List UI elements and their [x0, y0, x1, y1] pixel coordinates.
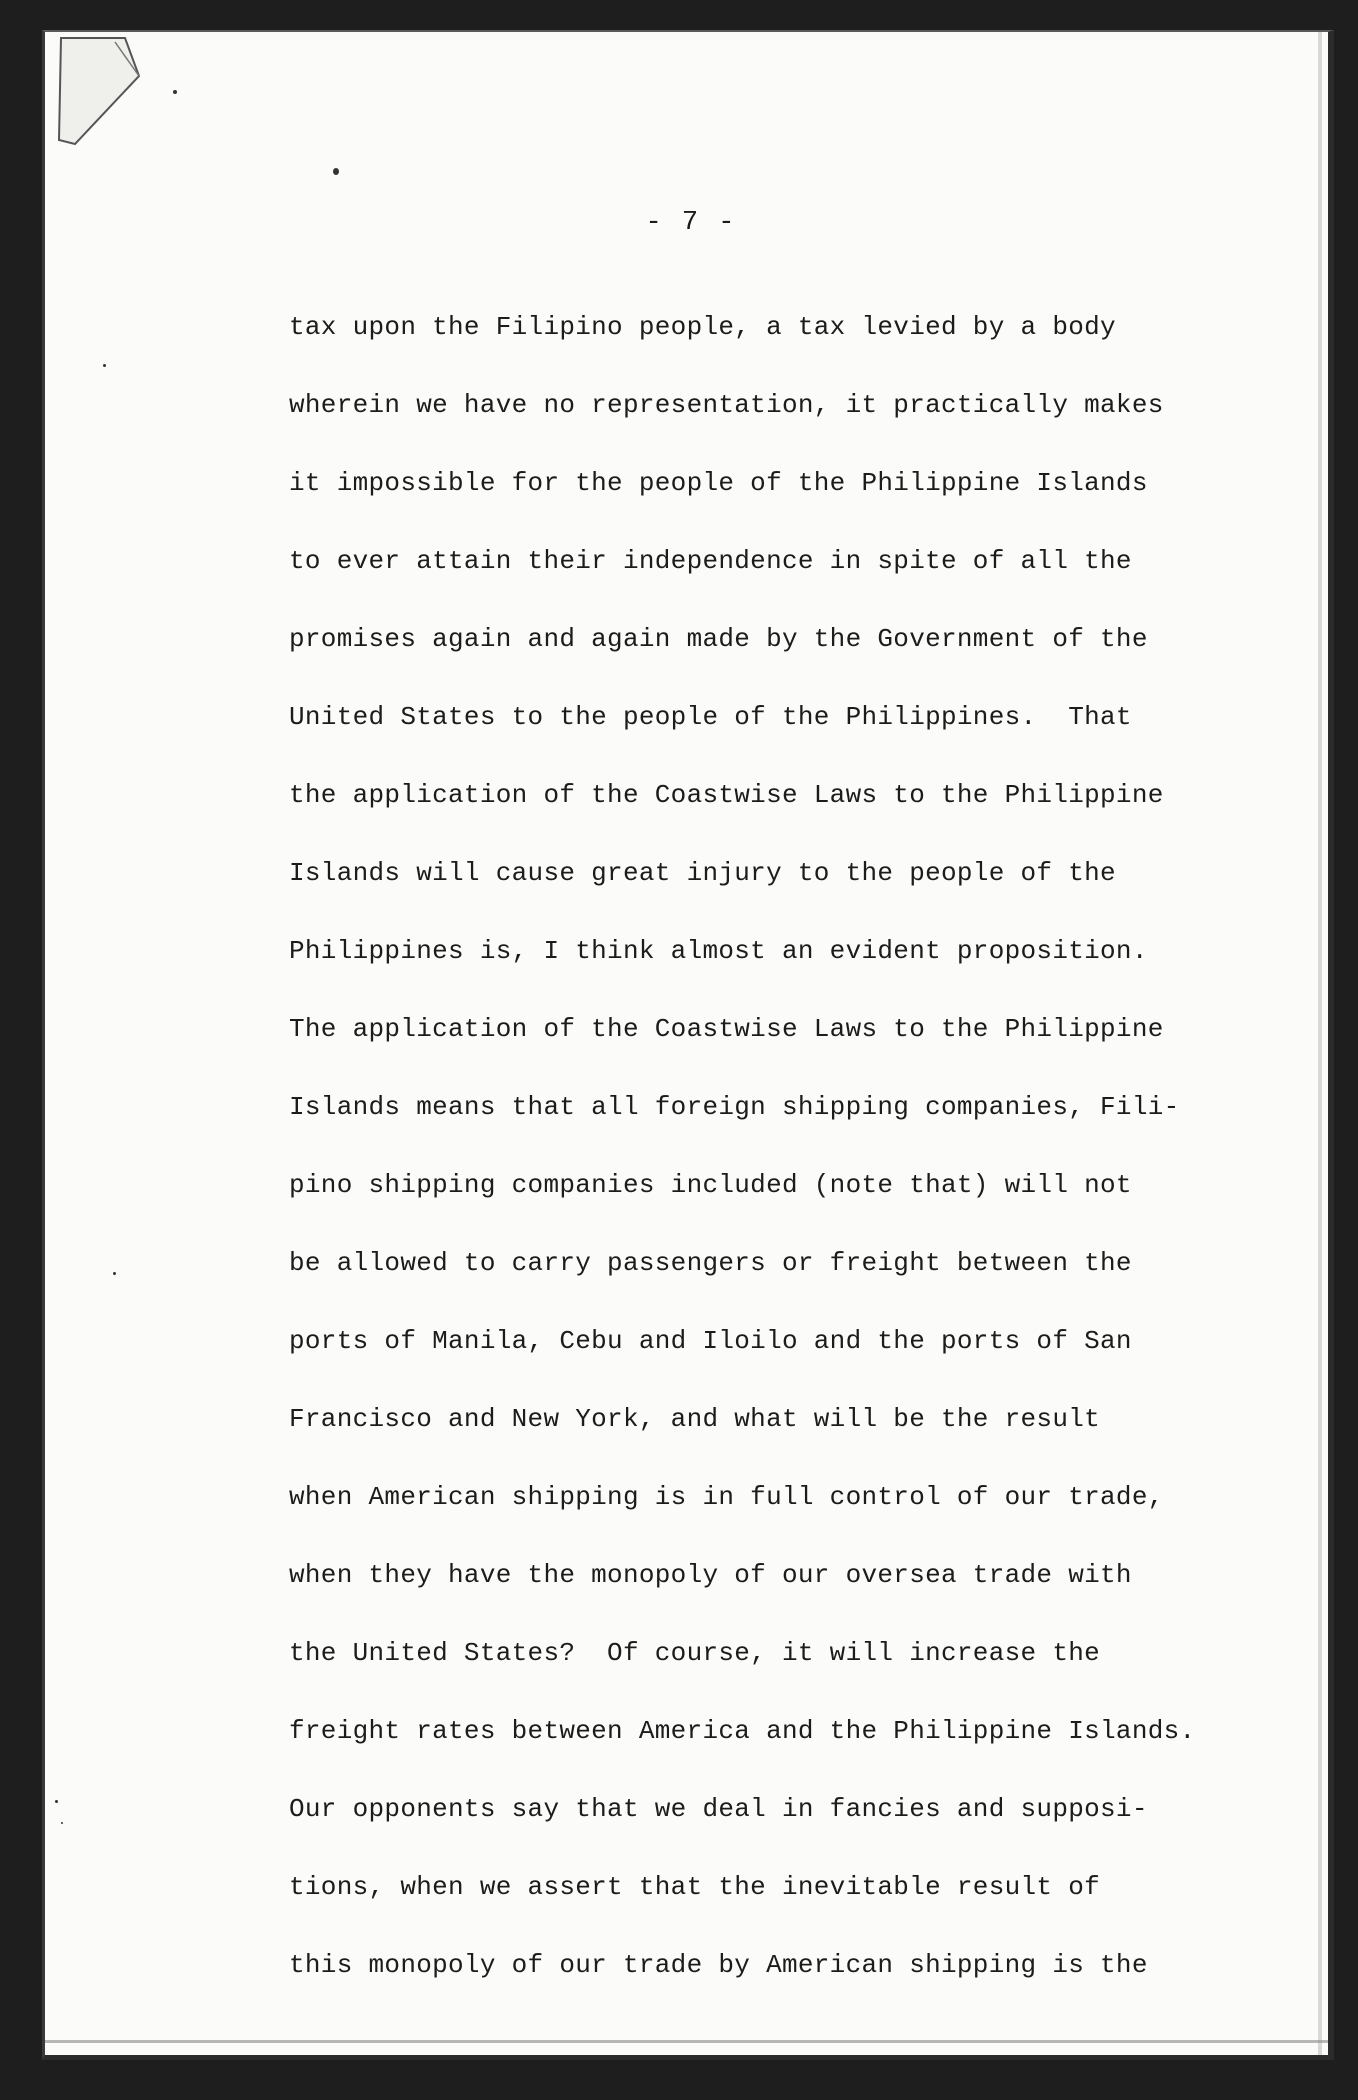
ink-speck — [103, 364, 106, 367]
text-line: The application of the Coastwise Laws to the Philippine — [289, 1014, 1164, 1044]
text-line: Our opponents say that we deal in fancies and supposi- — [289, 1794, 1148, 1824]
text-line: the United States? Of course, it will increase the — [289, 1638, 1101, 1668]
text-line: when American shipping is in full control of our trade, — [289, 1482, 1164, 1512]
folded-corner — [55, 36, 165, 146]
text-line: wherein we have no representation, it practically makes — [289, 390, 1164, 420]
text-line: this monopoly of our trade by American shipping is the — [289, 1950, 1148, 1980]
text-line: to ever attain their independence in spite of all the — [289, 546, 1132, 576]
body-text — [289, 302, 1229, 2018]
ink-speck — [173, 90, 177, 94]
text-line: freight rates between America and the Philippine Islands. — [289, 1716, 1196, 1746]
ink-speck — [55, 1800, 58, 1803]
ink-speck — [113, 1272, 116, 1275]
text-line: it impossible for the people of the Philippine Islands — [289, 468, 1148, 498]
text-line: the application of the Coastwise Laws to the Philippine — [289, 780, 1164, 810]
page-bottom-edge — [45, 2040, 1328, 2043]
page-number: - 7 - — [645, 208, 737, 238]
text-line: tax upon the Filipino people, a tax levied by a body — [289, 312, 1116, 342]
text-line: Francisco and New York, and what will be the result — [289, 1404, 1101, 1434]
text-line: promises again and again made by the Government of the — [289, 624, 1148, 654]
ink-speck — [333, 168, 339, 175]
text-line: Islands means that all foreign shipping companies, Fili- — [289, 1092, 1180, 1122]
text-line: ports of Manila, Cebu and Iloilo and the ports of San — [289, 1326, 1132, 1356]
text-line: be allowed to carry passengers or freight between the — [289, 1248, 1132, 1278]
document-page — [42, 30, 1334, 2060]
text-line: Islands will cause great injury to the people of the — [289, 858, 1116, 888]
text-line: United States to the people of the Philippines. That — [289, 702, 1132, 732]
text-line: Philippines is, I think almost an evident proposition. — [289, 936, 1148, 966]
text-line: tions, when we assert that the inevitable result of — [289, 1872, 1101, 1902]
ink-speck — [61, 1822, 63, 1824]
text-line: pino shipping companies included (note that) will not — [289, 1170, 1132, 1200]
text-line: when they have the monopoly of our oversea trade with — [289, 1560, 1132, 1590]
page-edge-shadow — [1318, 32, 1322, 2055]
